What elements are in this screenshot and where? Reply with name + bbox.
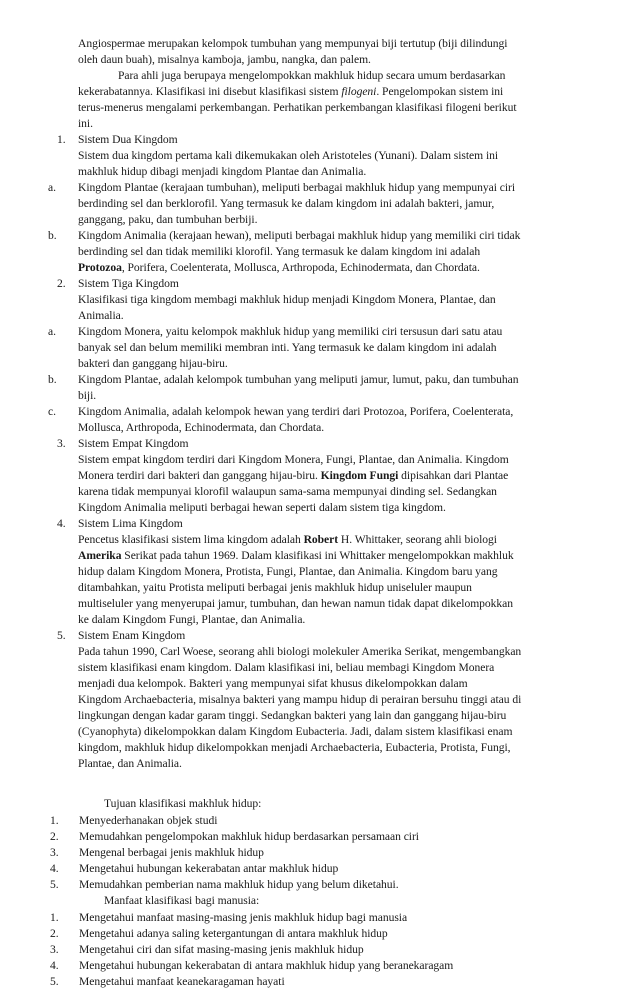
- section-title: Sistem Enam Kingdom: [78, 629, 186, 642]
- intro-line: terus-menerus mengalami perkembangan. Perhatikan perkembangan klasifikasi filogeni berikut: [78, 101, 517, 114]
- intro-line: Para ahli juga berupaya mengelompokkan makhluk hidup secara umum berdasarkan: [118, 69, 506, 82]
- list-item: Mengetahui ciri dan sifat masing-masing jenis makhluk hidup: [79, 943, 364, 956]
- bold-term: Robert: [303, 533, 339, 546]
- list-item: Mengetahui hubungan kekerabatan antar makhluk hidup: [79, 862, 339, 875]
- list-item: Mengetahui manfaat keanekaragaman hayati: [79, 975, 285, 988]
- paragraph-line: Kingdom Monera, yaitu kelompok makhluk hidup yang memiliki ciri tersusun dari satu atau: [78, 325, 503, 338]
- paragraph-line: menjadi dua kelompok. Bakteri yang mempunyai sifat khusus dikelompokkan dalam: [78, 677, 468, 690]
- paragraph-line: Monera terdiri dari bakteri dan ganggang hijau-biru. Kingdom Fungi dipisahkan dari Plantae: [78, 469, 509, 482]
- paragraph-line: Kingdom Animalia, adalah kelompok hewan yang terdiri dari Protozoa, Porifera, Coelenterata,: [78, 405, 514, 418]
- paragraph-line: berdinding sel dan tidak memiliki klorofil. Yang termasuk ke dalam kingdom ini adalah: [78, 245, 481, 258]
- paragraph-line: banyak sel dan belum memiliki membran inti. Yang termasuk ke dalam kingdom ini adalah: [78, 341, 497, 354]
- list-number: 1.: [50, 814, 59, 827]
- list-marker: c.: [48, 405, 56, 418]
- section-number: 1.: [57, 133, 66, 146]
- list-number: 2.: [50, 830, 59, 843]
- paragraph-line: Kingdom Animalia meliputi berbagai hewan seperti dalam sistem tiga kingdom.: [78, 501, 446, 514]
- paragraph-line: ditambahkan, yaitu Protista meliputi berbagai jenis makhluk hidup uniseluler maupun: [78, 581, 472, 594]
- paragraph-line: karena tidak mempunyai klorofil walaupun sama-sama mempunyai dinding sel. Sedangkan: [78, 485, 497, 498]
- paragraph-line: Kingdom Archaebacteria, misalnya bakteri yang mampu hidup di perairan bersuhu tinggi atau di: [78, 693, 522, 706]
- paragraph-line: makhluk hidup dibagi menjadi kingdom Plantae dan Animalia.: [78, 165, 367, 178]
- paragraph-line: Animalia.: [78, 309, 124, 322]
- paragraph-line: ganggang, paku, dan tumbuhan berbiji.: [78, 213, 258, 226]
- list-marker: a.: [48, 325, 56, 338]
- list-number: 3.: [50, 943, 59, 956]
- list-marker: b.: [48, 229, 57, 242]
- paragraph-line: kingdom, makhluk hidup dikelompokkan menjadi Archaebacteria, Eubacteria, Protista, Fungi,: [78, 741, 511, 754]
- section-number: 2.: [57, 277, 66, 290]
- paragraph-line: Mollusca, Arthropoda, Echinodermata, dan Chordata.: [78, 421, 325, 434]
- paragraph-line: Kingdom Animalia (kerajaan hewan), meliputi berbagai makhluk hidup yang memiliki ciri tidak: [78, 229, 521, 242]
- list-marker: b.: [48, 373, 57, 386]
- list-item: Memudahkan pengelompokan makhluk hidup berdasarkan persamaan ciri: [79, 830, 419, 843]
- list-item: Mengetahui manfaat masing-masing jenis makhluk hidup bagi manusia: [79, 911, 408, 924]
- list-item: Memudahkan pemberian nama makhluk hidup yang belum diketahui.: [79, 878, 399, 891]
- paragraph-line: hidup dalam Kingdom Monera, Protista, Fungi, Plantae, dan Animalia. Kingdom baru yang: [78, 565, 498, 578]
- list-number: 1.: [50, 911, 59, 924]
- intro-line: Angiospermae merupakan kelompok tumbuhan yang mempunyai biji tertutup (biji dilindungi: [78, 37, 508, 50]
- italic-term: filogeni: [341, 85, 377, 98]
- paragraph-line: bakteri dan ganggang hijau-biru.: [78, 357, 228, 370]
- paragraph-line: Sistem empat kingdom terdiri dari Kingdom Monera, Fungi, Plantae, dan Animalia. Kingdom: [78, 453, 509, 466]
- section-number: 5.: [57, 629, 66, 642]
- paragraph-line: lingkungan dengan kadar garam tinggi. Sedangkan bakteri yang lain dan ganggang hijau-biru: [78, 709, 507, 722]
- bold-term: Kingdom Fungi: [320, 469, 399, 482]
- paragraph-line: multiseluler yang menyerupai jamur, tumbuhan, dan hewan namun tidak dapat dikelompokkan: [78, 597, 513, 610]
- list-item: Menyederhanakan objek studi: [79, 814, 218, 827]
- bold-term: Amerika: [78, 549, 122, 562]
- paragraph-line: Pada tahun 1990, Carl Woese, seorang ahli biologi molekuler Amerika Serikat, mengembangkan: [78, 645, 522, 658]
- paragraph-line: ke dalam Kingdom Fungi, Plantae, dan Animalia.: [78, 613, 306, 626]
- paragraph-line: biji.: [78, 389, 97, 402]
- section-title: Sistem Lima Kingdom: [78, 517, 183, 530]
- section-title: Sistem Dua Kingdom: [78, 133, 178, 146]
- tujuan-heading: Tujuan klasifikasi makhluk hidup:: [104, 797, 262, 810]
- list-number: 4.: [50, 959, 59, 972]
- paragraph-line: Protozoa, Porifera, Coelenterata, Mollusca, Arthropoda, Echinodermata, dan Chordata.: [78, 261, 480, 274]
- paragraph-line: Klasifikasi tiga kingdom membagi makhluk hidup menjadi Kingdom Monera, Plantae, dan: [78, 293, 496, 306]
- list-item: Mengetahui hubungan kekerabatan di antara makhluk hidup yang beranekaragam: [79, 959, 454, 972]
- list-marker: a.: [48, 181, 56, 194]
- paragraph-line: Kingdom Plantae (kerajaan tumbuhan), meliputi berbagai makhluk hidup yang mempunyai ciri: [78, 181, 516, 194]
- intro-line: ini.: [78, 117, 93, 130]
- paragraph-line: (Cyanophyta) dikelompokkan dalam Kingdom Eubacteria. Jadi, dalam sistem klasifikasi enam: [78, 725, 513, 738]
- manfaat-heading: Manfaat klasifikasi bagi manusia:: [104, 894, 260, 907]
- bold-term: Protozoa: [78, 261, 122, 274]
- paragraph-line: sistem klasifikasi enam kingdom. Dalam klasifikasi ini, beliau membagi Kingdom Monera: [78, 661, 495, 674]
- paragraph-line: Plantae, dan Animalia.: [78, 757, 182, 770]
- list-number: 4.: [50, 862, 59, 875]
- paragraph-line: Amerika Serikat pada tahun 1969. Dalam klasifikasi ini Whittaker mengelompokkan makhluk: [78, 549, 514, 562]
- section-title: Sistem Empat Kingdom: [78, 437, 189, 450]
- intro-line: oleh daun buah), misalnya kamboja, jambu, nangka, dan palem.: [78, 53, 371, 66]
- paragraph-line: berdinding sel dan berklorofil. Yang termasuk ke dalam kingdom ini adalah bakteri, jamur,: [78, 197, 495, 210]
- section-title: Sistem Tiga Kingdom: [78, 277, 179, 290]
- list-number: 3.: [50, 846, 59, 859]
- paragraph-line: Sistem dua kingdom pertama kali dikemukakan oleh Aristoteles (Yunani). Dalam sistem ini: [78, 149, 499, 162]
- intro-line: kekerabatannya. Klasifikasi ini disebut klasifikasi sistem filogeni. Pengelompokan sistem ini: [78, 85, 504, 98]
- list-number: 5.: [50, 975, 59, 988]
- list-number: 5.: [50, 878, 59, 891]
- paragraph-line: Kingdom Plantae, adalah kelompok tumbuhan yang meliputi jamur, lumut, paku, dan tumbuhan: [78, 373, 519, 386]
- paragraph-line: Pencetus klasifikasi sistem lima kingdom adalah Robert H. Whittaker, seorang ahli biologi: [78, 533, 497, 546]
- list-item: Mengetahui adanya saling ketergantungan di antara makhluk hidup: [79, 927, 388, 940]
- section-number: 4.: [57, 517, 66, 530]
- section-number: 3.: [57, 437, 66, 450]
- list-item: Mengenal berbagai jenis makhluk hidup: [79, 846, 264, 859]
- list-number: 2.: [50, 927, 59, 940]
